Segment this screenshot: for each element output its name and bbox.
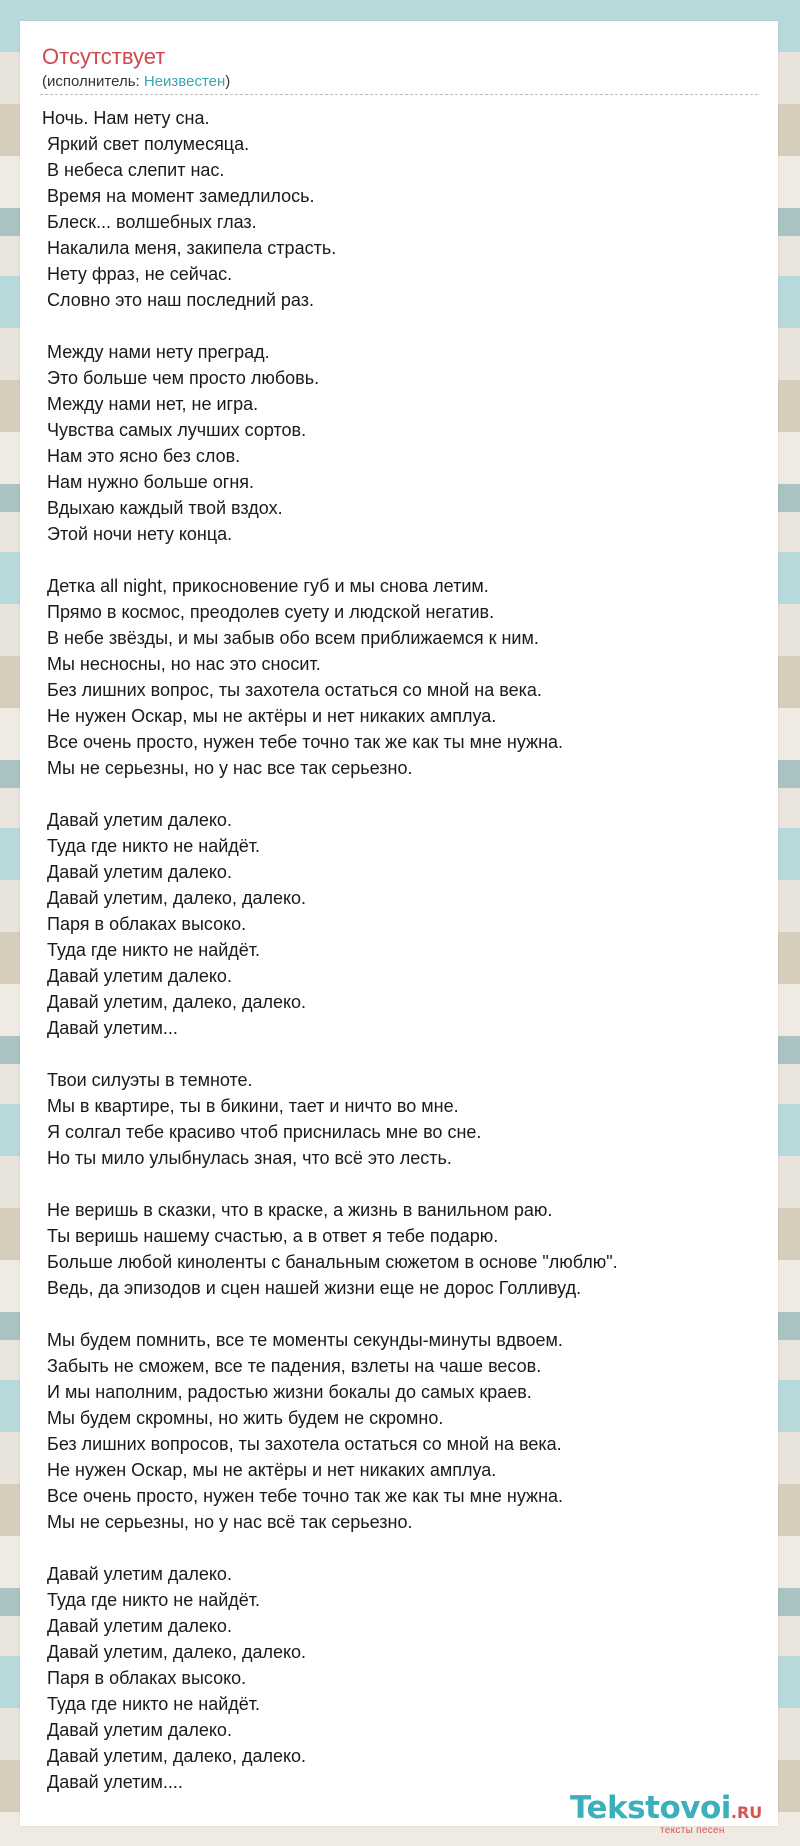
lyric-line: Давай улетим, далеко, далеко.: [42, 992, 307, 1012]
lyric-line: Туда где никто не найдёт.: [42, 836, 261, 856]
lyric-line: Я солгал тебе красиво чтоб приснилась мне во сне.: [42, 1122, 482, 1142]
lyric-line: [42, 313, 752, 339]
lyric-line: И мы наполним, радостью жизни бокалы до самых краев.: [42, 1382, 532, 1402]
lyric-line: Туда где никто не найдёт.: [42, 1590, 261, 1610]
lyric-line: [42, 1041, 752, 1067]
lyric-line: В небе звёзды, и мы забыв обо всем приближаемся к ним.: [42, 628, 539, 648]
lyric-line: Ведь, да эпизодов и сцен нашей жизни еще не дорос Голливуд.: [42, 1278, 582, 1298]
lyric-line: Мы будем скромны, но жить будем не скромно.: [42, 1408, 444, 1428]
artist-link[interactable]: Неизвестен: [143, 73, 226, 90]
lyric-line: Между нами нету преград.: [42, 342, 270, 362]
artist-line: [42, 73, 230, 91]
lyric-line: Мы в квартире, ты в бикини, тает и ничто во мне.: [42, 1096, 459, 1116]
lyric-line: Давай улетим далеко.: [42, 862, 232, 882]
site-logo[interactable]: [570, 1790, 770, 1838]
lyric-line: Без лишних вопрос, ты захотела остаться со мной на века.: [42, 680, 542, 700]
logo-tagline: тексты песен: [660, 1825, 725, 1836]
lyric-line: Забыть не сможем, все те падения, взлеты на чаше весов.: [42, 1356, 542, 1376]
lyric-line: [42, 547, 752, 573]
lyrics-body: [42, 105, 752, 1795]
lyric-line: Не нужен Оскар, мы не актёры и нет никаких амплуа.: [42, 706, 497, 726]
lyric-line: Блеск... волшебных глаз.: [42, 212, 257, 232]
lyric-line: Яркий свет полумесяца.: [42, 134, 250, 154]
lyric-line: Не веришь в сказки, что в краске, а жизнь в ванильном раю.: [42, 1200, 553, 1220]
lyric-line: Все очень просто, нужен тебе точно так же как ты мне нужна.: [42, 1486, 564, 1506]
lyric-line: Прямо в космос, преодолев суету и людской негатив.: [42, 602, 495, 622]
divider: [40, 94, 758, 95]
lyric-line: Словно это наш последний раз.: [42, 290, 314, 310]
lyric-line: Паря в облаках высоко.: [42, 914, 247, 934]
lyric-line: Мы будем помнить, все те моменты секунды-минуты вдвоем.: [42, 1330, 563, 1350]
lyric-line: [42, 1301, 752, 1327]
logo-suffix: .RU: [730, 1803, 763, 1822]
lyric-line: Между нами нет, не игра.: [42, 394, 259, 414]
lyric-line: Давай улетим....: [42, 1772, 183, 1792]
logo-wordmark: [570, 1790, 762, 1826]
lyric-line: Время на момент замедлилось.: [42, 186, 315, 206]
artist-prefix: (исполнитель:: [42, 73, 144, 90]
lyric-line: Но ты мило улыбнулась зная, что всё это лесть.: [42, 1148, 452, 1168]
lyric-line: Нам это ясно без слов.: [42, 446, 241, 466]
lyric-line: В небеса слепит нас.: [42, 160, 225, 180]
lyric-line: [42, 781, 752, 807]
lyric-line: [42, 1171, 752, 1197]
lyric-line: Не нужен Оскар, мы не актёры и нет никаких амплуа.: [42, 1460, 497, 1480]
lyric-line: Мы несносны, но нас это сносит.: [42, 654, 321, 674]
lyric-line: Этой ночи нету конца.: [42, 524, 233, 544]
lyric-line: Давай улетим, далеко, далеко.: [42, 888, 307, 908]
lyric-line: Давай улетим далеко.: [42, 1616, 232, 1636]
lyric-line: Накалила меня, закипела страсть.: [42, 238, 337, 258]
lyric-line: Нам нужно больше огня.: [42, 472, 255, 492]
lyric-line: Нету фраз, не сейчас.: [42, 264, 233, 284]
lyric-line: Давай улетим, далеко, далеко.: [42, 1746, 307, 1766]
lyric-line: Ночь. Нам нету сна.: [42, 108, 210, 128]
lyric-line: Больше любой киноленты с банальным сюжетом в основе "люблю".: [42, 1252, 618, 1272]
lyric-line: Туда где никто не найдёт.: [42, 940, 261, 960]
lyric-line: Чувства самых лучших сортов.: [42, 420, 307, 440]
lyric-line: Твои силуэты в темноте.: [42, 1070, 253, 1090]
artist-suffix: ): [225, 73, 231, 90]
lyric-line: Без лишних вопросов, ты захотела остаться со мной на века.: [42, 1434, 562, 1454]
lyric-line: Ты веришь нашему счастью, а в ответ я тебе подарю.: [42, 1226, 499, 1246]
lyric-line: Давай улетим далеко.: [42, 810, 232, 830]
lyric-line: Это больше чем просто любовь.: [42, 368, 320, 388]
lyric-line: [42, 1535, 752, 1561]
lyric-line: Давай улетим далеко.: [42, 966, 232, 986]
lyrics-card: [20, 21, 778, 1836]
lyric-line: Вдыхаю каждый твой вздох.: [42, 498, 283, 518]
lyric-line: Давай улетим далеко.: [42, 1564, 232, 1584]
lyric-line: Паря в облаках высоко.: [42, 1668, 247, 1688]
lyric-line: Детка all night, прикосновение губ и мы снова летим.: [42, 576, 489, 596]
lyric-line: Давай улетим, далеко, далеко.: [42, 1642, 307, 1662]
lyric-line: Все очень просто, нужен тебе точно так же как ты мне нужна.: [42, 732, 564, 752]
lyric-line: Мы не серьезны, но у нас всё так серьезно.: [42, 1512, 413, 1532]
lyric-line: Мы не серьезны, но у нас все так серьезно.: [42, 758, 413, 778]
logo-word: Tekstovoi: [570, 1790, 731, 1826]
lyric-line: Туда где никто не найдёт.: [42, 1694, 261, 1714]
lyric-line: Давай улетим далеко.: [42, 1720, 232, 1740]
song-title: Отсутствует: [42, 44, 166, 69]
lyric-line: Давай улетим...: [42, 1018, 178, 1038]
